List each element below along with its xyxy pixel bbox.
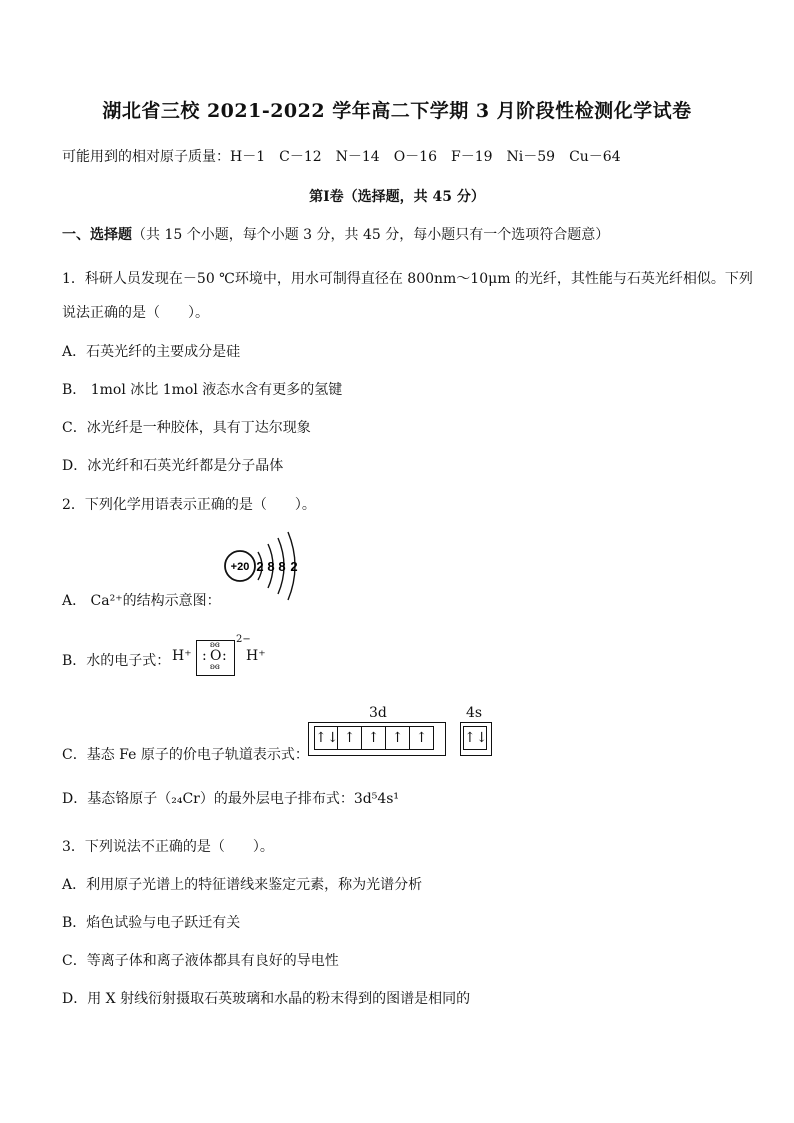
water-h-left: H⁺ — [172, 648, 192, 664]
nucleus-charge: +20 — [230, 561, 250, 573]
orbital-3d-4: ↑ — [386, 726, 410, 750]
q2-option-d: D．基态铬原子（₂₄Cr）的最外层电子排布式：3d⁵4s¹ — [62, 791, 400, 807]
q2-stem: 2．下列化学用语表示正确的是（ ）。 — [62, 497, 316, 513]
q1-stem-line2: 说法正确的是（ ）。 — [62, 305, 209, 321]
q3-option-c: C．等离子体和离子液体都具有良好的导电性 — [62, 953, 339, 969]
shell-count-2: 8 — [267, 559, 275, 574]
section-note: （共 15 个小题，每个小题 3 分，共 45 分，每小题只有一个选项符合题意） — [132, 227, 610, 243]
water-right-dots: : — [222, 648, 227, 664]
q2-option-a: A． Ca²⁺的结构示意图： — [62, 593, 221, 609]
q1-option-b: B． 1mol 冰比 1mol 液态水含有更多的氢键 — [62, 382, 343, 398]
page-title: 湖北省三校 2021-2022 学年高二下学期 3 月阶段性检测化学试卷 — [102, 100, 692, 122]
q1-option-c: C．冰光纤是一种胶体，具有丁达尔现象 — [62, 420, 311, 436]
orbital-4s: ↑↓ — [463, 726, 487, 750]
label-3d: 3d — [369, 705, 387, 721]
q3-stem: 3．下列说法不正确的是（ ）。 — [62, 839, 274, 855]
atomic-masses-line: 可能用到的相对原子质量：H－1 C－12 N－14 O－16 F－19 Ni－59 Cu－64 — [62, 149, 621, 165]
shell-count-4: 2 — [290, 559, 298, 574]
orbital-3d-5: ↑ — [410, 726, 434, 750]
water-h-right: H⁺ — [246, 648, 266, 664]
label-4s: 4s — [466, 705, 483, 721]
water-top-dots: ʚɞ — [210, 640, 220, 649]
q1-option-d: D．冰光纤和石英光纤都是分子晶体 — [62, 458, 284, 474]
shell-count-1: 2 — [256, 559, 264, 574]
q1-option-a: A．石英光纤的主要成分是硅 — [62, 344, 241, 360]
shell-count-3: 8 — [278, 559, 286, 574]
q3-option-b: B．焰色试验与电子跃迁有关 — [62, 915, 241, 931]
q2-option-c: C．基态 Fe 原子的价电子轨道表示式： — [62, 747, 309, 763]
volume-title: 第Ⅰ卷（选择题，共 45 分） — [309, 189, 485, 205]
q3-option-a: A．利用原子光谱上的特征谱线来鉴定元素，称为光谱分析 — [62, 877, 423, 893]
q2-option-b: B．水的电子式： — [62, 653, 171, 669]
orbital-3d-3: ↑ — [362, 726, 386, 750]
water-charge: 2− — [236, 634, 251, 645]
orbital-3d-2: ↑ — [338, 726, 362, 750]
section-heading — [62, 224, 609, 244]
water-left-dots: : — [202, 648, 207, 664]
q3-option-d: D．用 X 射线衍射摄取石英玻璃和水晶的粉末得到的图谱是相同的 — [62, 991, 471, 1007]
orbital-boxes-3d — [314, 726, 434, 750]
orbital-3d-1: ↑↓ — [314, 726, 338, 750]
water-oxygen: O — [210, 648, 222, 664]
ca-ion-structure-diagram — [218, 528, 308, 604]
q1-stem-line1: 1．科研人员发现在－50 ℃环境中，用水可制得直径在 800nm～10μm 的光纤，其性能与石英光纤相似。下列 — [62, 271, 753, 287]
section-title: 一、选择题 — [62, 227, 132, 243]
water-bottom-dots: ʚɞ — [210, 662, 220, 671]
